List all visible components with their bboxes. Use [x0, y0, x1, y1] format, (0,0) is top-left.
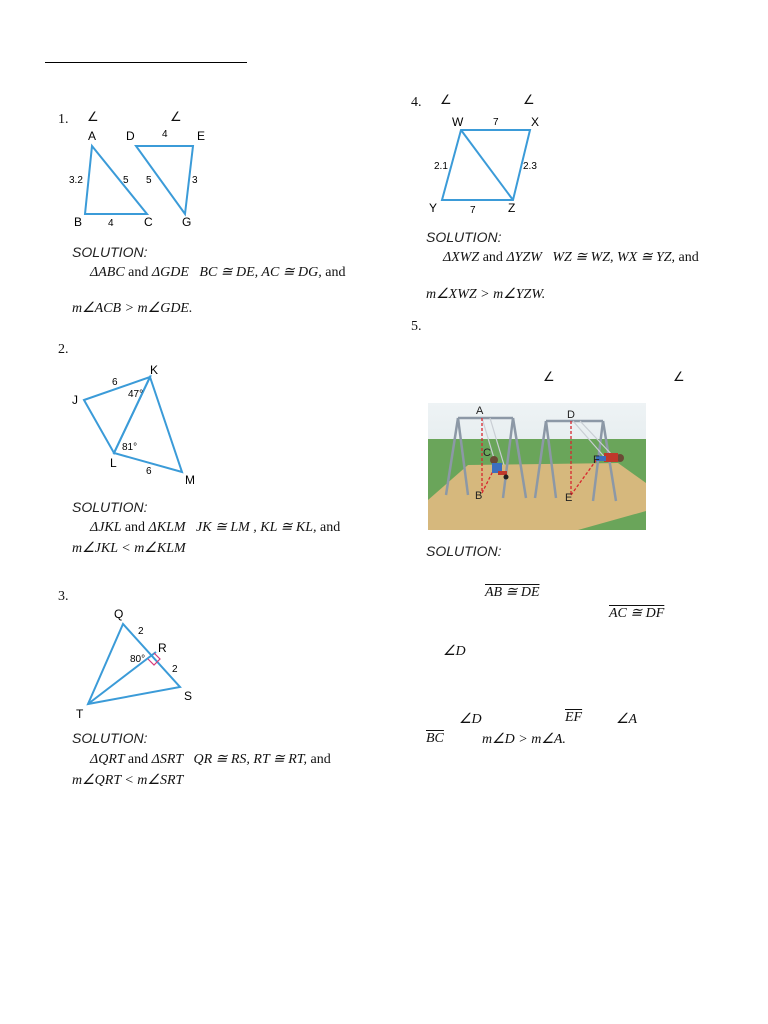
- vertex-label: D: [126, 129, 135, 143]
- problem-number: 1.: [58, 112, 69, 127]
- angle-symbol: ∠: [440, 93, 452, 108]
- side-length: 3: [192, 175, 198, 186]
- solution-conclusion: m∠JKL < m∠KLM: [72, 541, 186, 556]
- text: and: [325, 265, 346, 280]
- text: and: [320, 520, 341, 535]
- math-expression: ΔKLM: [148, 520, 186, 535]
- angle-symbol: ∠: [170, 110, 182, 125]
- vertex-label: J: [72, 393, 78, 407]
- angle-reference: ∠D: [443, 644, 466, 659]
- problem-number: 4.: [411, 95, 422, 110]
- math-expression: AC ≅ DF: [609, 606, 665, 621]
- solution-label: SOLUTION:: [72, 730, 148, 746]
- congruence-statement: [485, 584, 540, 601]
- angle-symbol: ∠: [673, 370, 685, 385]
- diagonal-wz: [461, 130, 513, 200]
- vertex-label: X: [531, 115, 540, 129]
- text: and: [482, 250, 503, 265]
- vertex-label: Z: [508, 201, 516, 215]
- math-expression: ΔSRT: [151, 752, 183, 767]
- sand-area: [428, 463, 646, 530]
- side-length: 7: [493, 117, 499, 128]
- vertex-label: C: [144, 215, 153, 229]
- math-expression: AB ≅ DE: [485, 585, 540, 600]
- side-length: 5: [123, 175, 129, 186]
- point-label: A: [476, 405, 484, 417]
- text: and: [127, 752, 149, 767]
- side-length: 5: [146, 175, 152, 186]
- text: and: [128, 265, 149, 280]
- problem-number: 3.: [58, 589, 69, 604]
- segment-reference: $\overline{EF}$: [565, 710, 583, 725]
- side-length: 6: [112, 377, 118, 388]
- math-expression: ΔGDE: [151, 265, 189, 280]
- side-length: 3.2: [69, 175, 83, 186]
- point-label: F: [593, 454, 600, 466]
- vertex-label: M: [185, 473, 195, 487]
- side-length: 2: [172, 664, 178, 675]
- segment-reference: $\overline{BC}$: [426, 731, 444, 746]
- solution-label: SOLUTION:: [426, 543, 502, 559]
- math-expression: JK ≅ LM , KL ≅ KL,: [196, 520, 317, 535]
- solution-line: [443, 249, 699, 266]
- vertex-label: Y: [429, 201, 438, 215]
- vertex-label: K: [150, 363, 159, 377]
- swing-set-illustration: [428, 403, 646, 530]
- solution-line: [90, 751, 331, 768]
- point-label: B: [475, 490, 483, 502]
- quadrilateral-figure: [68, 360, 208, 490]
- vertex-label: G: [182, 215, 192, 229]
- side-length: 4: [162, 129, 168, 140]
- point-label: E: [565, 492, 573, 504]
- angle-symbol: ∠: [523, 93, 535, 108]
- math-expression: ΔYZW: [506, 250, 542, 265]
- segment-rt: [88, 652, 156, 704]
- vertex-label: A: [88, 129, 97, 143]
- math-expression: ΔXWZ: [443, 250, 480, 265]
- side-length: 2.1: [434, 161, 448, 172]
- point-label: C: [483, 447, 491, 459]
- congruence-statement: [609, 605, 664, 622]
- solution-conclusion: m∠XWZ > m∠YZW.: [426, 287, 546, 302]
- angle-measure: 81°: [122, 442, 138, 453]
- point-label: D: [567, 409, 575, 421]
- side-length: 2.3: [523, 161, 537, 172]
- text: and: [678, 250, 699, 265]
- angle-measure: 80°: [130, 654, 146, 665]
- angle-measure: 47°: [128, 389, 144, 400]
- header-rule: [45, 62, 247, 63]
- solution-conclusion: m∠QRT < m∠SRT: [72, 773, 184, 788]
- solution-label: SOLUTION:: [426, 229, 502, 245]
- triangle-abc: [85, 146, 147, 214]
- vertex-label: L: [110, 456, 117, 470]
- vertex-label: T: [76, 707, 84, 721]
- triangle-klm: [114, 377, 182, 472]
- side-length: 4: [108, 218, 114, 229]
- problem-number: 2.: [58, 342, 69, 357]
- vertex-label: B: [74, 215, 83, 229]
- problem-number: 5.: [411, 319, 422, 334]
- math-expression: WZ ≅ WZ, WX ≅ YZ,: [552, 250, 676, 265]
- solution-line: [90, 519, 340, 536]
- angle-symbol: ∠: [543, 370, 555, 385]
- side-length: 7: [470, 205, 476, 216]
- vertex-label: E: [197, 129, 206, 143]
- vertex-label: W: [452, 115, 464, 129]
- solution-label: SOLUTION:: [72, 499, 148, 515]
- parallelogram-figure: [422, 110, 562, 220]
- solution-conclusion: m∠D > m∠A.: [482, 732, 566, 747]
- side-length: 6: [146, 466, 152, 477]
- math-expression: ΔQRT: [90, 752, 125, 767]
- math-expression: BC ≅ DE, AC ≅ DG,: [199, 265, 322, 280]
- math-expression: ΔJKL: [90, 520, 122, 535]
- text: and: [310, 752, 331, 767]
- text: and: [124, 520, 146, 535]
- triangle-dge: [136, 146, 193, 214]
- angle-reference: ∠A: [616, 712, 638, 727]
- vertex-label: S: [184, 689, 193, 703]
- triangle-figure: [60, 124, 220, 234]
- triangle-figure: [70, 604, 210, 724]
- vertex-label: Q: [114, 607, 124, 621]
- math-expression: ΔABC: [90, 265, 125, 280]
- solution-conclusion: m∠ACB > m∠GDE.: [72, 301, 193, 316]
- side-length: 2: [138, 626, 144, 637]
- solution-label: SOLUTION:: [72, 244, 148, 260]
- solution-line: [90, 264, 345, 281]
- vertex-label: R: [158, 641, 167, 655]
- angle-reference: ∠D: [459, 712, 482, 727]
- math-expression: QR ≅ RS, RT ≅ RT,: [193, 752, 308, 767]
- angle-symbol: ∠: [87, 110, 99, 125]
